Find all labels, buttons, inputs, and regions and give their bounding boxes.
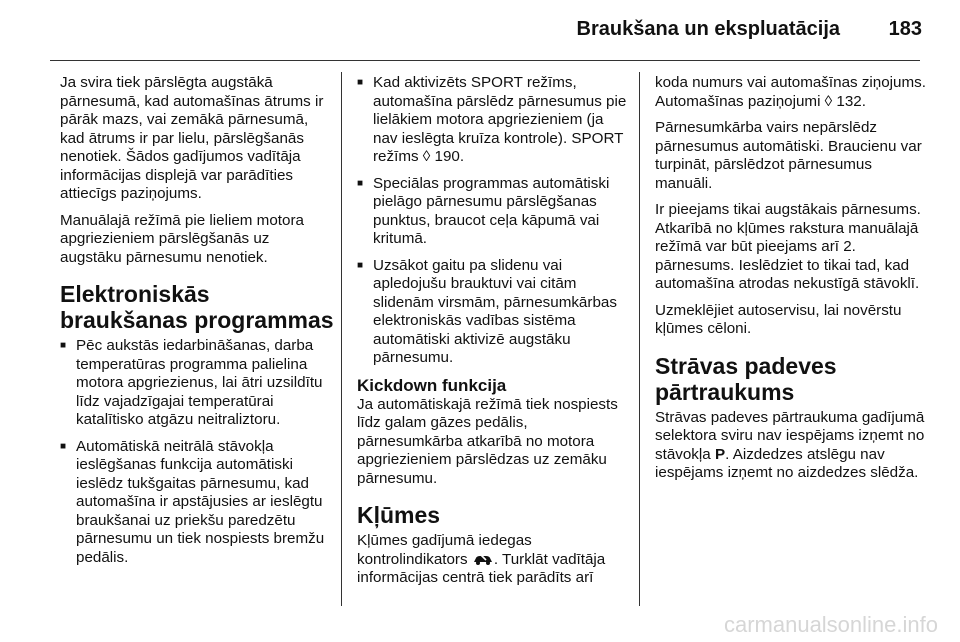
column-2 <box>357 74 631 596</box>
selector-position-p: P <box>714 445 726 463</box>
column-1 <box>60 74 334 575</box>
column-divider <box>639 72 640 606</box>
paragraph-code-message: koda numurs vai automašīnas ziņojums. Automašīnas paziņojumi ◊ 132. <box>655 74 926 110</box>
list-item: ■ Pēc aukstās iedarbināšanas, darba temperatūras programma palielina motora apgriezienus, lai ātri uzsildītu līdz vajadzīgajai temperatūrai katalītisko atgāzu neitraliztoru. <box>60 337 334 430</box>
paragraph-service: Uzmeklējiet autoservisu, lai novērstu kļūmes cēloni. <box>655 301 902 337</box>
heading-driving-programs: Elektroniskās braukšanas programmas <box>60 281 334 333</box>
paragraph-power <box>655 409 929 483</box>
header-divider <box>50 60 920 61</box>
program-list-continued <box>357 74 631 368</box>
list-item: ■ Automātiskā neitrālā stāvokļa ieslēgšanas funkcija automātiski ieslēdz tukšgaitas pārnesumu, kad automašīna ir apstājusies ar ieslēgtu braukšanai uz priekšu paredzētu pārnesumu un tiek nospiests bremžu pedālis. <box>60 438 334 568</box>
faults-text-b: . Turklāt vadītāja informācijas centrā tiek parādīts arī <box>357 550 606 586</box>
faults-text-a: Kļūmes gadījumā iedegas kontrolindikators <box>357 532 532 568</box>
page-header <box>0 18 960 48</box>
paragraph-shift-limit: Ja svira tiek pārslēgta augstākā pārnesumā, kad automašīnas ātrums ir pārāk mazs, vai zemākā pārnesumā, kad ātrums ir par lielu, pārslēgšanās nenotiek. Šādos gadījumos vadītāja informācijas displejā var parādīties attiecīgs paziņojums. <box>60 74 324 202</box>
power-text-b: . Aizdedzes atslēgu nav iespējams izņemt no aizdedzes slēdža. <box>655 445 919 481</box>
list-item: ■ Kad aktivizēts SPORT režīms, automašīna pārslēdz pārnesumus pie lielākiem motora apgriezieniem (ja nav ieslēgta kruīza kontrole). SPORT režīms ◊ 190. <box>357 74 631 167</box>
column-divider <box>341 72 342 606</box>
column-3 <box>655 74 929 491</box>
power-text-a: Strāvas padeves pārtraukuma gadījumā selektora sviru nav iespējams izņemt no stāvokļa <box>655 408 925 463</box>
paragraph-kickdown: Ja automātiskajā režīmā tiek nospiests līdz galam gāzes pedālis, pārnesumkārba atkarībā no motora apgriezieniem pārslēdzas uz zemāku pārnesumu. <box>357 395 618 487</box>
list-item: ■ Speciālas programmas automātiski pielāgo pārnesumu pārslēgšanas punktus, braucot ceļa kāpumā vai kritumā. <box>357 175 631 249</box>
program-list <box>60 337 334 567</box>
page-number: 183 <box>888 18 922 40</box>
list-item: ■ Uzsākot gaitu pa slidenu vai apledojušu brauktuvi vai citām slidenām virsmām, pārnesumkārbas elektroniskās vadības sistēma automātiski aktivizē augstāku pārnesumu. <box>357 257 631 368</box>
watermark: carmanualsonline.info <box>723 612 938 637</box>
paragraph-manual-mode: Manuālajā režīmā pie lieliem motora apgriezieniem pārslēgšanās uz augstāku pārnesumu nenotiek. <box>60 211 304 266</box>
heading-power-interruption: Strāvas padeves pārtraukums <box>655 352 837 405</box>
paragraph-highest-gear: Ir pieejams tikai augstākais pārnesums. Atkarībā no kļūmes rakstura manuālajā režīmā var būt pieejams arī 2. pārnesums. Ieslēdziet to tikai tad, kad automašīna atrodas nekustīgā stāvoklī. <box>655 201 921 292</box>
car-wrench-icon <box>472 552 494 566</box>
paragraph-no-auto-shift: Pārnesumkārba vairs nepārslēdz pārnesumus automātiski. Braucienu var turpināt, pārslēdzot pārnesumus manuāli. <box>655 119 922 192</box>
paragraph-faults <box>357 532 631 588</box>
heading-kickdown: Kickdown funkcija <box>357 375 507 395</box>
section-title: Braukšana un ekspluatācija <box>576 18 840 40</box>
heading-faults: Kļūmes <box>357 502 441 528</box>
